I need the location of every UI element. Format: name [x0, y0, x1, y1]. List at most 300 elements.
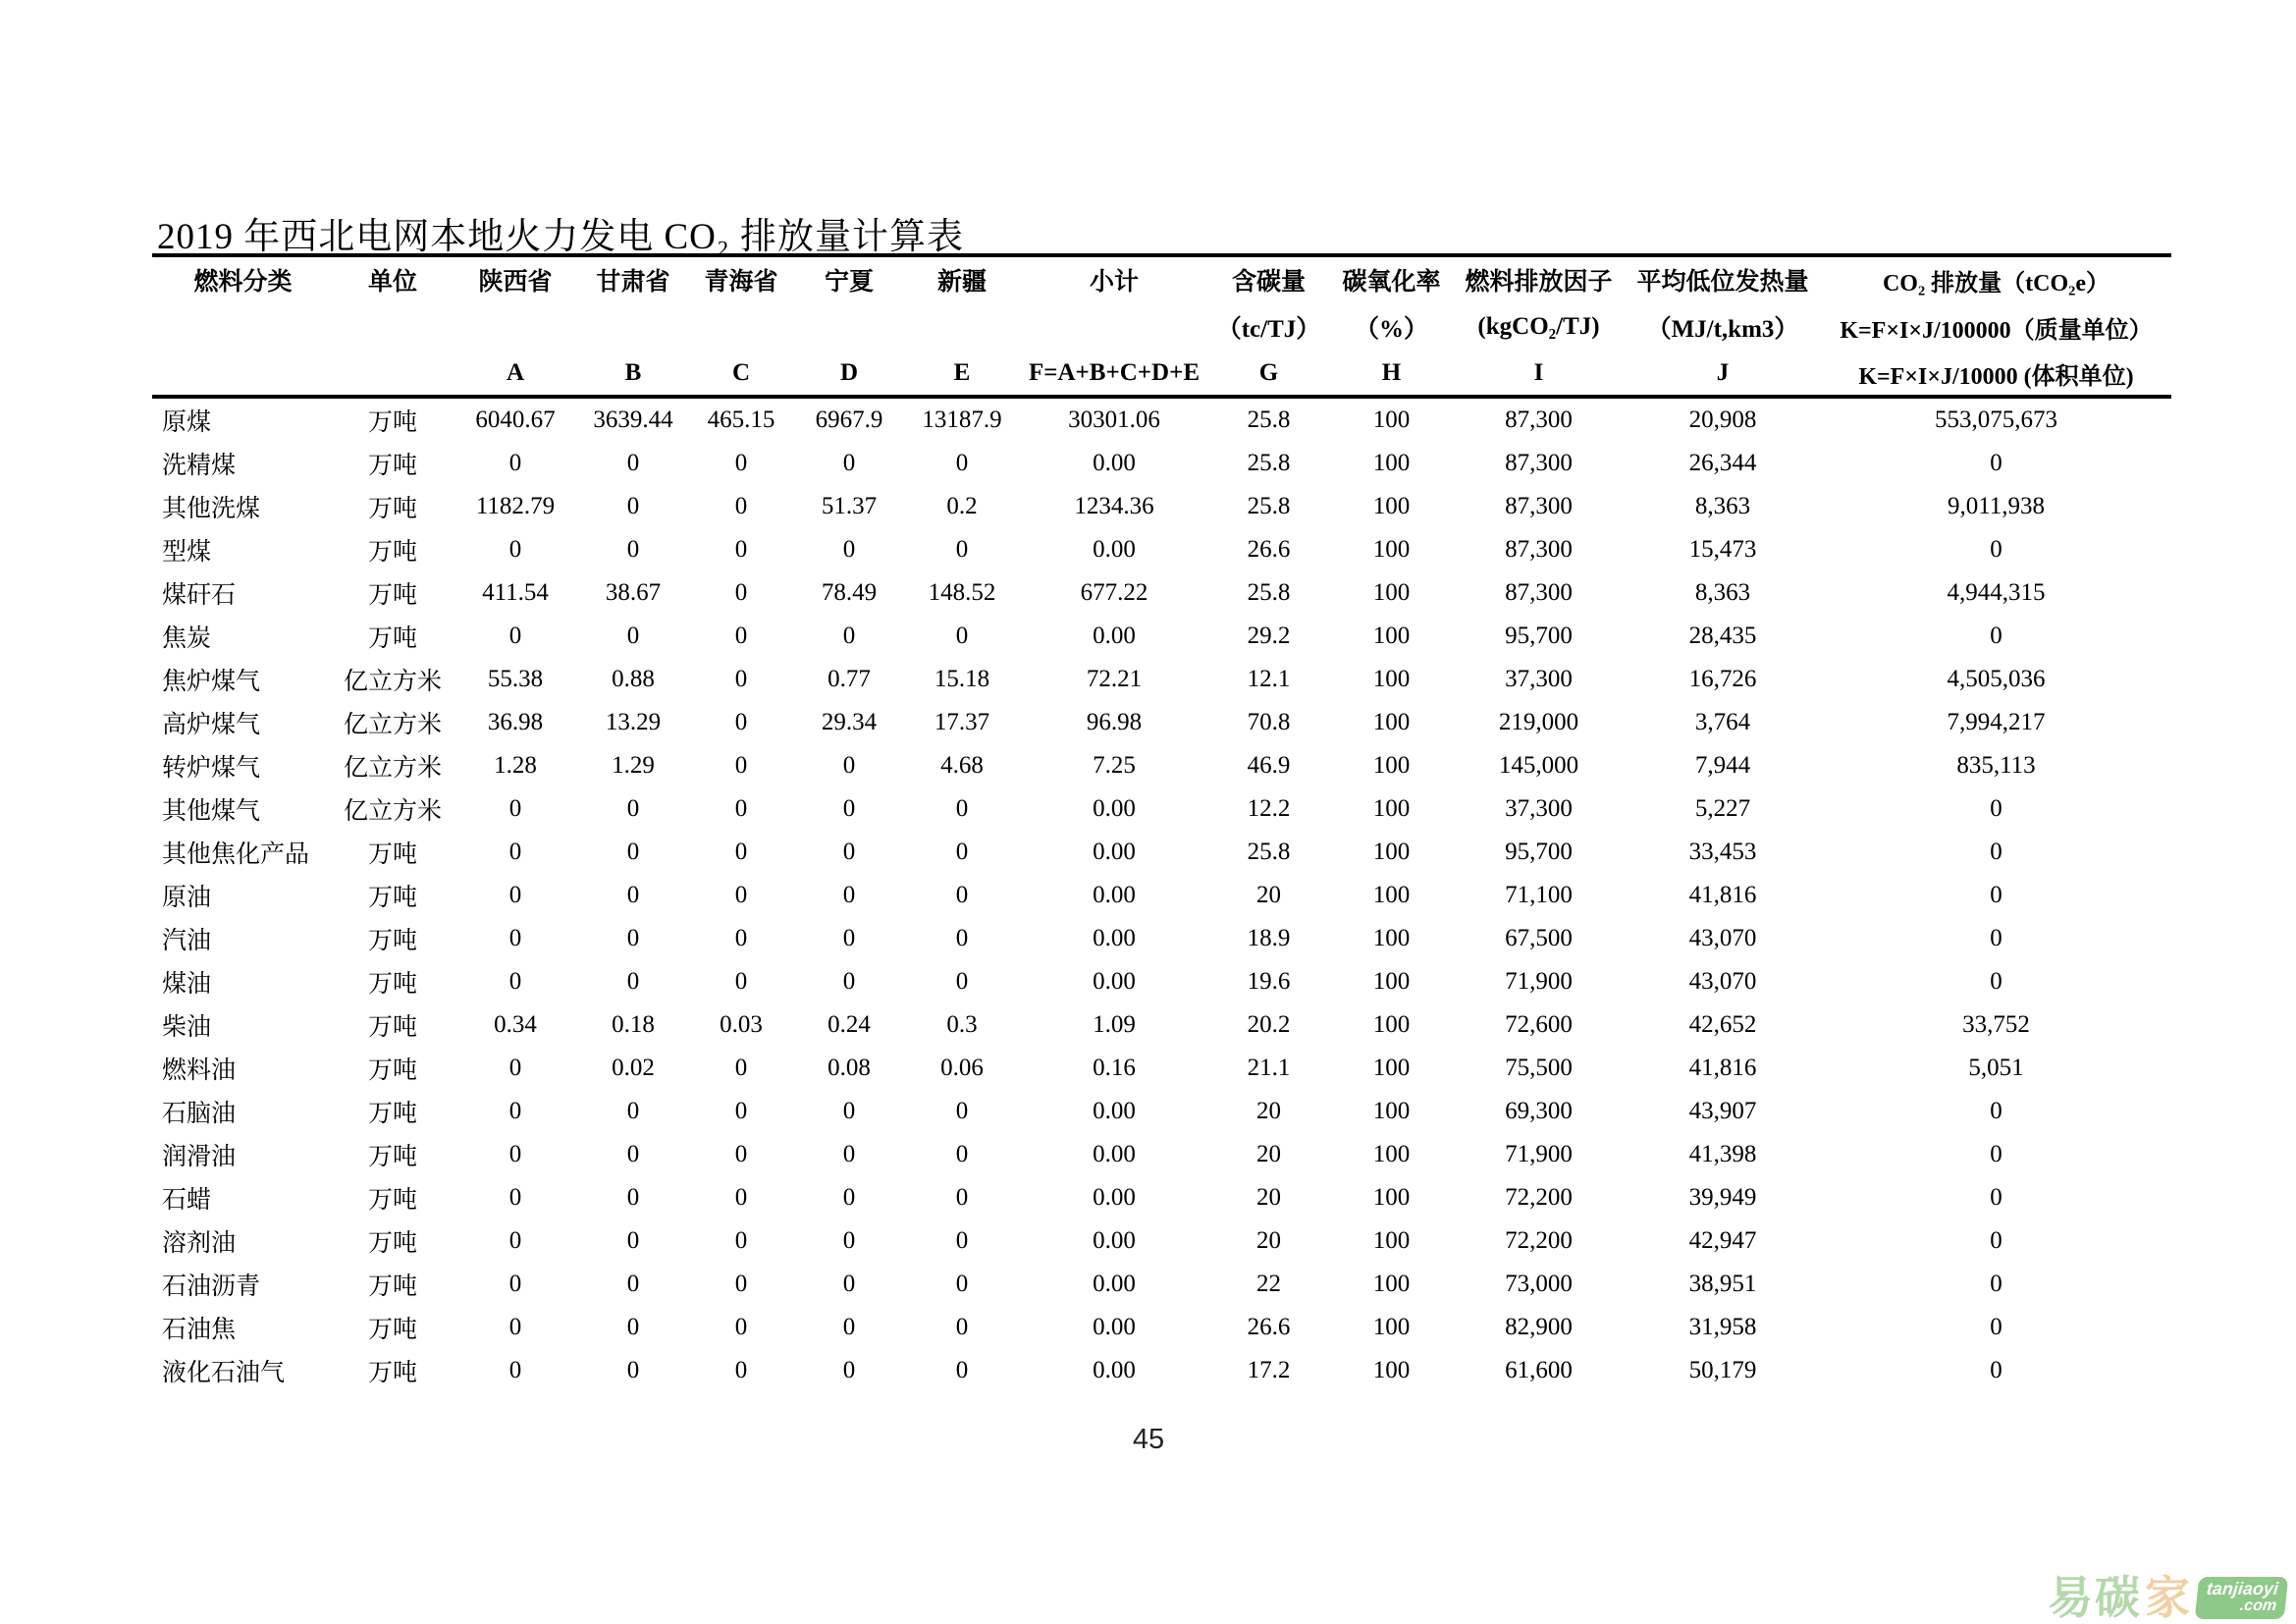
value-cell: 4,505,036	[1947, 666, 2046, 692]
value-cell: 0	[955, 1357, 969, 1383]
fuel-name-cell: 煤矸石	[162, 582, 237, 609]
value-cell: 100	[1372, 1011, 1411, 1038]
value-cell: 6967.9	[815, 406, 883, 433]
watermark-text-orange: 家	[2144, 1572, 2190, 1623]
value-cell: 0	[1990, 1098, 2002, 1124]
value-cell: 73,000	[1505, 1271, 1573, 1297]
value-cell: 0	[842, 1271, 856, 1297]
col-letter-g: G	[1207, 352, 1330, 397]
value-cell: 0	[734, 752, 748, 779]
table-row	[152, 1349, 2171, 1392]
value-cell: 0	[955, 536, 969, 563]
value-cell: 0	[734, 579, 748, 606]
empty-cell	[334, 302, 452, 352]
table-row	[152, 528, 2171, 571]
value-cell: 0	[626, 536, 640, 563]
table-row	[152, 1219, 2171, 1263]
value-cell: 100	[1372, 1357, 1411, 1383]
value-cell: 0	[842, 450, 856, 476]
value-cell: 0.00	[1093, 1357, 1136, 1383]
empty-cell	[903, 302, 1021, 352]
empty-cell	[1021, 302, 1207, 352]
value-cell: 17.37	[934, 709, 990, 735]
value-cell: 38.67	[605, 579, 662, 606]
fuel-name-cell: 石蜡	[162, 1187, 212, 1214]
fuel-name-cell: 石油沥青	[162, 1273, 261, 1300]
value-cell: 0	[1990, 1314, 2002, 1340]
unit-cell: 万吨	[367, 1187, 417, 1214]
value-cell: 20	[1256, 1141, 1281, 1167]
value-cell: 26.6	[1247, 1314, 1291, 1340]
col-header-qinghai: 青海省	[687, 255, 795, 302]
unit-cell: 万吨	[367, 1101, 417, 1127]
value-cell: 31,958	[1688, 1314, 1757, 1340]
value-cell: 1182.79	[475, 493, 556, 519]
value-cell: 0	[734, 1184, 748, 1211]
col-letter-e: E	[903, 352, 1021, 397]
value-cell: 26.6	[1247, 536, 1291, 563]
col-header-unit: 单位	[334, 255, 452, 302]
value-cell: 96.98	[1086, 709, 1143, 735]
value-cell: 0	[508, 839, 522, 865]
value-cell: 0.00	[1093, 450, 1136, 476]
value-cell: 0.00	[1093, 1184, 1136, 1211]
fuel-name-cell: 其他焦化产品	[162, 841, 310, 868]
value-cell: 100	[1372, 493, 1411, 519]
value-cell: 20,908	[1688, 406, 1757, 433]
value-cell: 0.00	[1093, 623, 1136, 649]
value-cell: 37,300	[1505, 795, 1573, 822]
value-cell: 0	[734, 1055, 748, 1081]
fuel-name-cell: 煤油	[162, 971, 212, 998]
unit-cell: 万吨	[367, 453, 417, 479]
col-letter-c: C	[687, 352, 795, 397]
value-cell: 100	[1372, 709, 1411, 735]
value-cell: 25.8	[1247, 493, 1291, 519]
value-cell: 0	[626, 1357, 640, 1383]
value-cell: 25.8	[1247, 839, 1291, 865]
header-row-labels	[152, 255, 2171, 302]
fuel-name-cell: 原煤	[162, 409, 212, 436]
value-cell: 7,994,217	[1947, 709, 2046, 735]
value-cell: 0	[955, 1184, 969, 1211]
value-cell: 0	[734, 1357, 748, 1383]
value-cell: 0	[955, 839, 969, 865]
value-cell: 0	[508, 1141, 522, 1167]
value-cell: 95,700	[1505, 839, 1573, 865]
value-cell: 0	[1990, 925, 2002, 951]
value-cell: 677.22	[1080, 579, 1148, 606]
value-cell: 100	[1372, 579, 1411, 606]
unit-cell: 万吨	[367, 1057, 417, 1084]
value-cell: 0.00	[1093, 1314, 1136, 1340]
watermark-badge-line1: tanjiaoyi	[2205, 1578, 2280, 1598]
value-cell: 87,300	[1505, 579, 1573, 606]
table-row	[152, 485, 2171, 528]
value-cell: 39,949	[1688, 1184, 1757, 1211]
value-cell: 0.00	[1093, 925, 1136, 951]
value-cell: 72.21	[1086, 666, 1143, 692]
value-cell: 0	[508, 795, 522, 822]
empty-cell	[795, 302, 903, 352]
value-cell: 3639.44	[593, 406, 673, 433]
value-cell: 13187.9	[922, 406, 1002, 433]
value-cell: 0	[508, 1055, 522, 1081]
value-cell: 0.02	[612, 1055, 655, 1081]
value-cell: 0	[626, 882, 640, 908]
value-cell: 0	[955, 795, 969, 822]
fuel-name-cell: 燃料油	[162, 1057, 237, 1084]
co2-formula-volume: K=F×I×J/10000 (体积单位)	[1821, 352, 2171, 397]
value-cell: 1.29	[612, 752, 655, 779]
value-cell: 0	[1990, 839, 2002, 865]
value-cell: 21.1	[1247, 1055, 1291, 1081]
value-cell: 0	[955, 1271, 969, 1297]
value-cell: 41,816	[1688, 1055, 1757, 1081]
value-cell: 46.9	[1247, 752, 1291, 779]
value-cell: 0	[734, 666, 748, 692]
fuel-name-cell: 润滑油	[162, 1144, 237, 1170]
value-cell: 71,900	[1505, 968, 1573, 995]
value-cell: 100	[1372, 839, 1411, 865]
value-cell: 100	[1372, 1227, 1411, 1254]
oxidation-rate-unit: （%）	[1354, 316, 1428, 343]
value-cell: 100	[1372, 1141, 1411, 1167]
col-header-subtotal: 小计	[1021, 255, 1207, 302]
unit-cell: 万吨	[367, 625, 417, 652]
value-cell: 25.8	[1247, 579, 1291, 606]
value-cell: 0	[508, 623, 522, 649]
table-row	[152, 874, 2171, 917]
value-cell: 15,473	[1688, 536, 1757, 563]
value-cell: 100	[1372, 666, 1411, 692]
fuel-name-cell: 高炉煤气	[162, 712, 261, 738]
value-cell: 50,179	[1688, 1357, 1757, 1383]
value-cell: 0	[842, 623, 856, 649]
table-row	[152, 744, 2171, 787]
value-cell: 43,070	[1688, 925, 1757, 951]
value-cell: 0.00	[1093, 968, 1136, 995]
value-cell: 0	[734, 1141, 748, 1167]
value-cell: 0	[508, 1271, 522, 1297]
value-cell: 5,051	[1968, 1055, 2024, 1081]
empty-cell	[579, 302, 687, 352]
value-cell: 0	[508, 968, 522, 995]
value-cell: 0	[955, 450, 969, 476]
value-cell: 72,200	[1505, 1227, 1573, 1254]
col-header-emission-factor: 燃料排放因子	[1453, 255, 1625, 302]
value-cell: 411.54	[482, 579, 549, 606]
value-cell: 0	[626, 839, 640, 865]
value-cell: 0	[842, 1184, 856, 1211]
value-cell: 20	[1256, 882, 1281, 908]
value-cell: 12.1	[1247, 666, 1291, 692]
header-row-letters	[152, 352, 2171, 397]
unit-cell: 亿立方米	[343, 712, 442, 738]
value-cell: 42,652	[1688, 1011, 1757, 1038]
value-cell: 61,600	[1505, 1357, 1573, 1383]
value-cell: 465.15	[707, 406, 775, 433]
unit-cell: 万吨	[367, 539, 417, 566]
value-cell: 0	[842, 1098, 856, 1124]
value-cell: 28,435	[1688, 623, 1757, 649]
value-cell: 0	[734, 839, 748, 865]
fuel-name-cell: 洗精煤	[162, 453, 237, 479]
value-cell: 43,070	[1688, 968, 1757, 995]
value-cell: 41,398	[1688, 1141, 1757, 1167]
value-cell: 0	[734, 1314, 748, 1340]
col-header-shaanxi: 陕西省	[452, 255, 579, 302]
table-row	[152, 1263, 2171, 1306]
value-cell: 75,500	[1505, 1055, 1573, 1081]
value-cell: 38,951	[1688, 1271, 1757, 1297]
value-cell: 0	[508, 1098, 522, 1124]
unit-cell: 万吨	[367, 1230, 417, 1257]
unit-cell: 万吨	[367, 971, 417, 998]
table-row	[152, 442, 2171, 485]
value-cell: 0	[1990, 1227, 2002, 1254]
value-cell: 835,113	[1956, 752, 2036, 779]
value-cell: 0	[508, 882, 522, 908]
value-cell: 0	[955, 882, 969, 908]
value-cell: 22	[1256, 1271, 1281, 1297]
value-cell: 67,500	[1505, 925, 1573, 951]
value-cell: 3,764	[1694, 709, 1751, 735]
fuel-name-cell: 石脑油	[162, 1101, 237, 1127]
value-cell: 20	[1256, 1227, 1281, 1254]
value-cell: 100	[1372, 1184, 1411, 1211]
emissions-table	[152, 253, 2171, 1392]
value-cell: 0	[955, 1227, 969, 1254]
value-cell: 20	[1256, 1098, 1281, 1124]
value-cell: 100	[1372, 1314, 1411, 1340]
value-cell: 0	[842, 536, 856, 563]
value-cell: 145,000	[1498, 752, 1579, 779]
value-cell: 82,900	[1505, 1314, 1573, 1340]
value-cell: 219,000	[1498, 709, 1579, 735]
value-cell: 55.38	[487, 666, 544, 692]
value-cell: 0.03	[720, 1011, 763, 1038]
value-cell: 0.00	[1093, 795, 1136, 822]
value-cell: 0	[734, 623, 748, 649]
unit-cell: 万吨	[367, 1317, 417, 1343]
value-cell: 0	[1990, 1141, 2002, 1167]
value-cell: 25.8	[1247, 406, 1291, 433]
value-cell: 0	[626, 968, 640, 995]
value-cell: 0	[842, 925, 856, 951]
value-cell: 0	[955, 623, 969, 649]
fuel-name-cell: 柴油	[162, 1014, 212, 1041]
value-cell: 0	[1990, 1271, 2002, 1297]
value-cell: 95,700	[1505, 623, 1573, 649]
fuel-name-cell: 溶剂油	[162, 1230, 237, 1257]
value-cell: 0	[1990, 623, 2002, 649]
fuel-name-cell: 型煤	[162, 539, 212, 566]
value-cell: 0	[955, 1314, 969, 1340]
value-cell: 0	[1990, 882, 2002, 908]
value-cell: 0	[955, 968, 969, 995]
value-cell: 0.3	[946, 1011, 978, 1038]
value-cell: 0	[734, 493, 748, 519]
value-cell: 0	[842, 1314, 856, 1340]
value-cell: 72,600	[1505, 1011, 1573, 1038]
unit-cell: 万吨	[367, 1360, 417, 1386]
value-cell: 87,300	[1505, 406, 1573, 433]
value-cell: 36.98	[487, 709, 544, 735]
value-cell: 0.00	[1093, 1271, 1136, 1297]
fuel-name-cell: 转炉煤气	[162, 755, 261, 782]
table-row	[152, 787, 2171, 831]
value-cell: 0	[955, 1098, 969, 1124]
value-cell: 0	[734, 1098, 748, 1124]
value-cell: 4,944,315	[1947, 579, 2046, 606]
value-cell: 20.2	[1247, 1011, 1291, 1038]
value-cell: 0	[842, 795, 856, 822]
value-cell: 0	[734, 1227, 748, 1254]
value-cell: 0	[626, 623, 640, 649]
value-cell: 0	[734, 795, 748, 822]
value-cell: 0	[508, 1184, 522, 1211]
value-cell: 33,453	[1688, 839, 1757, 865]
value-cell: 100	[1372, 536, 1411, 563]
value-cell: 1234.36	[1074, 493, 1154, 519]
value-cell: 0.2	[946, 493, 978, 519]
value-cell: 0	[734, 709, 748, 735]
value-cell: 0	[1990, 536, 2002, 563]
value-cell: 0	[626, 1098, 640, 1124]
value-cell: 0.08	[828, 1055, 871, 1081]
col-header-oxidation-rate: 碳氧化率	[1330, 255, 1453, 302]
watermark-text-green: 易碳	[2047, 1572, 2142, 1623]
fuel-name-cell: 其他洗煤	[162, 496, 261, 522]
unit-cell: 万吨	[367, 582, 417, 609]
unit-cell: 万吨	[367, 1144, 417, 1170]
value-cell: 100	[1372, 406, 1411, 433]
value-cell: 87,300	[1505, 493, 1573, 519]
value-cell: 37,300	[1505, 666, 1573, 692]
value-cell: 0	[1990, 795, 2002, 822]
value-cell: 0	[626, 450, 640, 476]
value-cell: 0	[508, 1357, 522, 1383]
col-letter-a: A	[452, 352, 579, 397]
fuel-name-cell: 液化石油气	[162, 1360, 286, 1386]
value-cell: 0	[1990, 1357, 2002, 1383]
value-cell: 51.37	[821, 493, 878, 519]
col-letter-h: H	[1330, 352, 1453, 397]
value-cell: 1.09	[1093, 1011, 1136, 1038]
value-cell: 148.52	[928, 579, 996, 606]
page-title: 2019 年西北电网本地火力发电 CO₂ 排放量计算表	[157, 217, 965, 257]
col-header-carbon-content: 含碳量	[1207, 255, 1330, 302]
value-cell: 0.00	[1093, 1227, 1136, 1254]
value-cell: 553,075,673	[1935, 406, 2057, 433]
empty-cell	[452, 302, 579, 352]
table-row	[152, 1133, 2171, 1176]
value-cell: 0	[734, 968, 748, 995]
value-cell: 70.8	[1247, 709, 1291, 735]
unit-cell: 万吨	[367, 496, 417, 522]
value-cell: 43,907	[1688, 1098, 1757, 1124]
value-cell: 0	[626, 1227, 640, 1254]
fuel-name-cell: 其他煤气	[162, 798, 261, 825]
table-row	[152, 831, 2171, 874]
value-cell: 17.2	[1247, 1357, 1291, 1383]
value-cell: 0	[734, 1271, 748, 1297]
value-cell: 8,363	[1694, 579, 1751, 606]
value-cell: 7,944	[1694, 752, 1751, 779]
value-cell: 100	[1372, 450, 1411, 476]
value-cell: 0	[626, 1314, 640, 1340]
watermark-badge	[2195, 1577, 2289, 1619]
fuel-name-cell: 石油焦	[162, 1317, 237, 1343]
col-header-ningxia: 宁夏	[795, 255, 903, 302]
value-cell: 26,344	[1688, 450, 1757, 476]
table-row	[152, 1176, 2171, 1219]
fuel-name-cell: 焦炉煤气	[162, 669, 261, 695]
value-cell: 1.28	[494, 752, 537, 779]
table-row	[152, 571, 2171, 615]
co2-formula-mass: K=F×I×J/100000（质量单位）	[1840, 317, 2153, 344]
value-cell: 0	[842, 882, 856, 908]
empty-cell	[152, 302, 334, 352]
col-letter-d: D	[795, 352, 903, 397]
table-header	[152, 255, 2171, 397]
unit-cell: 万吨	[367, 885, 417, 911]
value-cell: 0	[1990, 968, 2002, 995]
unit-cell: 万吨	[367, 409, 417, 436]
value-cell: 8,363	[1694, 493, 1751, 519]
value-cell: 25.8	[1247, 450, 1291, 476]
header-row-units	[152, 302, 2171, 352]
table-row	[152, 1047, 2171, 1090]
value-cell: 0	[508, 450, 522, 476]
unit-cell: 亿立方米	[343, 755, 442, 782]
table-row	[152, 1003, 2171, 1047]
value-cell: 0	[508, 1314, 522, 1340]
value-cell: 0.00	[1093, 1098, 1136, 1124]
value-cell: 20	[1256, 1184, 1281, 1211]
value-cell: 100	[1372, 968, 1411, 995]
value-cell: 0.24	[828, 1011, 871, 1038]
col-header-fuel: 燃料分类	[152, 255, 334, 302]
value-cell: 100	[1372, 925, 1411, 951]
value-cell: 19.6	[1247, 968, 1291, 995]
value-cell: 0.00	[1093, 1141, 1136, 1167]
empty-cell	[152, 352, 334, 397]
value-cell: 42,947	[1688, 1227, 1757, 1254]
value-cell: 0	[842, 1357, 856, 1383]
value-cell: 100	[1372, 795, 1411, 822]
value-cell: 33,752	[1962, 1011, 2030, 1038]
page-number: 45	[1132, 1424, 1165, 1455]
col-header-co2-emission: CO₂ 排放量（tCO₂e）	[1821, 255, 2171, 302]
value-cell: 0.00	[1093, 882, 1136, 908]
fuel-name-cell: 原油	[162, 885, 212, 911]
value-cell: 12.2	[1247, 795, 1291, 822]
value-cell: 0	[734, 925, 748, 951]
value-cell: 0	[508, 1227, 522, 1254]
value-cell: 72,200	[1505, 1184, 1573, 1211]
value-cell: 0	[626, 1271, 640, 1297]
table-row	[152, 658, 2171, 701]
value-cell: 30301.06	[1068, 406, 1160, 433]
value-cell: 0.00	[1093, 536, 1136, 563]
value-cell: 0.77	[828, 666, 871, 692]
unit-cell: 万吨	[367, 1014, 417, 1041]
col-header-gansu: 甘肃省	[579, 255, 687, 302]
carbon-content-unit: （tc/TJ）	[1216, 316, 1321, 343]
value-cell: 0	[626, 925, 640, 951]
